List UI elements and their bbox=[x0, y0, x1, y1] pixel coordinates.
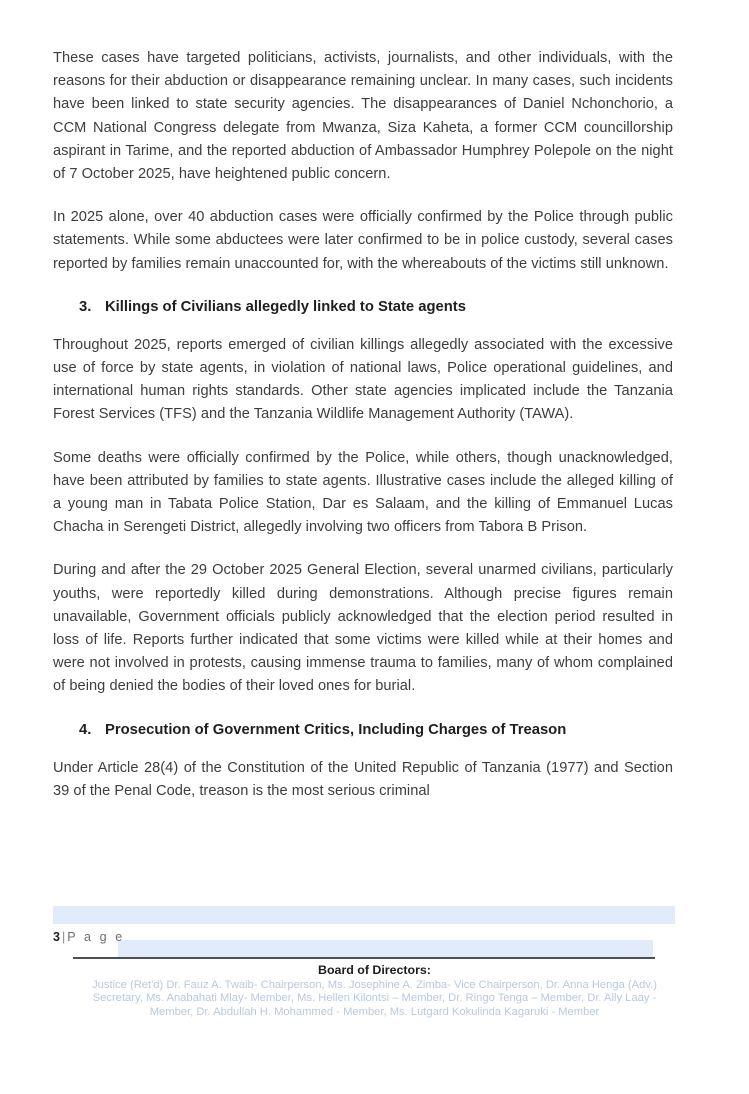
paragraph-killings-election: During and after the 29 October 2025 General Election, several unarmed civilians, particularly youths, were reportedly killed during demonstrations. Although precise figures remain unavailable, Government officials publicly acknowledged that the election period resulted in loss of life. Reports further indicated that some victims were killed while at their homes and were not involved in protests, causing immense trauma to families, many of whom complained of being denied the bodies of their loved ones for burial. bbox=[53, 562, 673, 695]
page-number-label: P a g e bbox=[67, 930, 125, 944]
board-of-directors-footer bbox=[40, 962, 709, 1019]
heading-3-number: 3. bbox=[79, 298, 92, 315]
page-number-footer bbox=[53, 929, 125, 945]
board-of-directors-title: Board of Directors: bbox=[318, 963, 431, 977]
paragraph-abductions-targets: These cases have targeted politicians, activists, journalists, and other individuals, with the reasons for their abduction or disappearance remaining unclear. In many cases, such incidents have been linked to state security agencies. The disappearances of Daniel Nchonchorio, a CCM National Congress delegate from Mwanza, Siza Kaheta, a former CCM councillorship aspirant in Tarime, and the reported abduction of Ambassador Humphrey Polepole on the night of 7 October 2025, have heightened public concern. bbox=[53, 50, 673, 183]
heading-4-title: Prosecution of Government Critics, Including Charges of Treason bbox=[105, 721, 567, 738]
heading-3-killings-of-civilians bbox=[53, 296, 673, 318]
paragraph-killings-cases: Some deaths were officially confirmed by the Police, while others, though unacknowledged, have been attributed by families to state agents. Illustrative cases include the alleged killing of a young man in Tabata Police Station, Dar es Salaam, and the killing of Emmanuel Lucas Chacha in Serengeti District, allegedly involving two officers from Tabora B Prison. bbox=[53, 449, 673, 536]
board-of-directors-line: Justice (Ret'd) Dr. Fauz A. Twaib- Chairperson, Ms. Josephine A. Zimba- Vice Chairperson, Dr. Anna Henga (Adv.) bbox=[92, 979, 657, 991]
page-number-separator: | bbox=[61, 930, 66, 944]
paragraph-abduction-stats: In 2025 alone, over 40 abduction cases were officially confirmed by the Police through public statements. While some abductees were later confirmed to be in police custody, several cases reported by families remain unaccounted for, with the whereabouts of the victims still unknown. bbox=[53, 209, 673, 272]
heading-3-title: Killings of Civilians allegedly linked to State agents bbox=[105, 298, 466, 315]
highlight-bar-upper bbox=[53, 906, 675, 924]
page-number-value: 3 bbox=[53, 930, 60, 944]
heading-4-number: 4. bbox=[79, 721, 92, 738]
highlight-bar-lower bbox=[118, 940, 653, 958]
board-of-directors-line: Secretary, Ms. Anabahati Mlay- Member, Ms. Hellen Kilontsi – Member, Dr. Ringo Tenga – Member, Dr. Ally Laay - bbox=[92, 992, 657, 1005]
document-body bbox=[53, 47, 673, 821]
paragraph-killings-context: Throughout 2025, reports emerged of civilian killings allegedly associated with the excessive use of force by state agents, in violation of national laws, Police operational guidelines, and international human rights standards. Other state agencies implicated include the Tanzania Forest Services (TFS) and the Tanzania Wildlife Management Authority (TAWA). bbox=[53, 336, 673, 423]
heading-4-prosecution-of-critics bbox=[53, 719, 673, 741]
board-of-directors-line: Member, Dr. Abdullah H. Mohammed - Member, Ms. Lutgard Kokulinda Kagaruki - Member bbox=[149, 1005, 600, 1018]
paragraph-treason-intro: Under Article 28(4) of the Constitution of the United Republic of Tanzania (1977) and Section 39 of the Penal Code, treason is the most serious criminal bbox=[53, 759, 673, 799]
footer-divider-rule bbox=[73, 957, 655, 959]
